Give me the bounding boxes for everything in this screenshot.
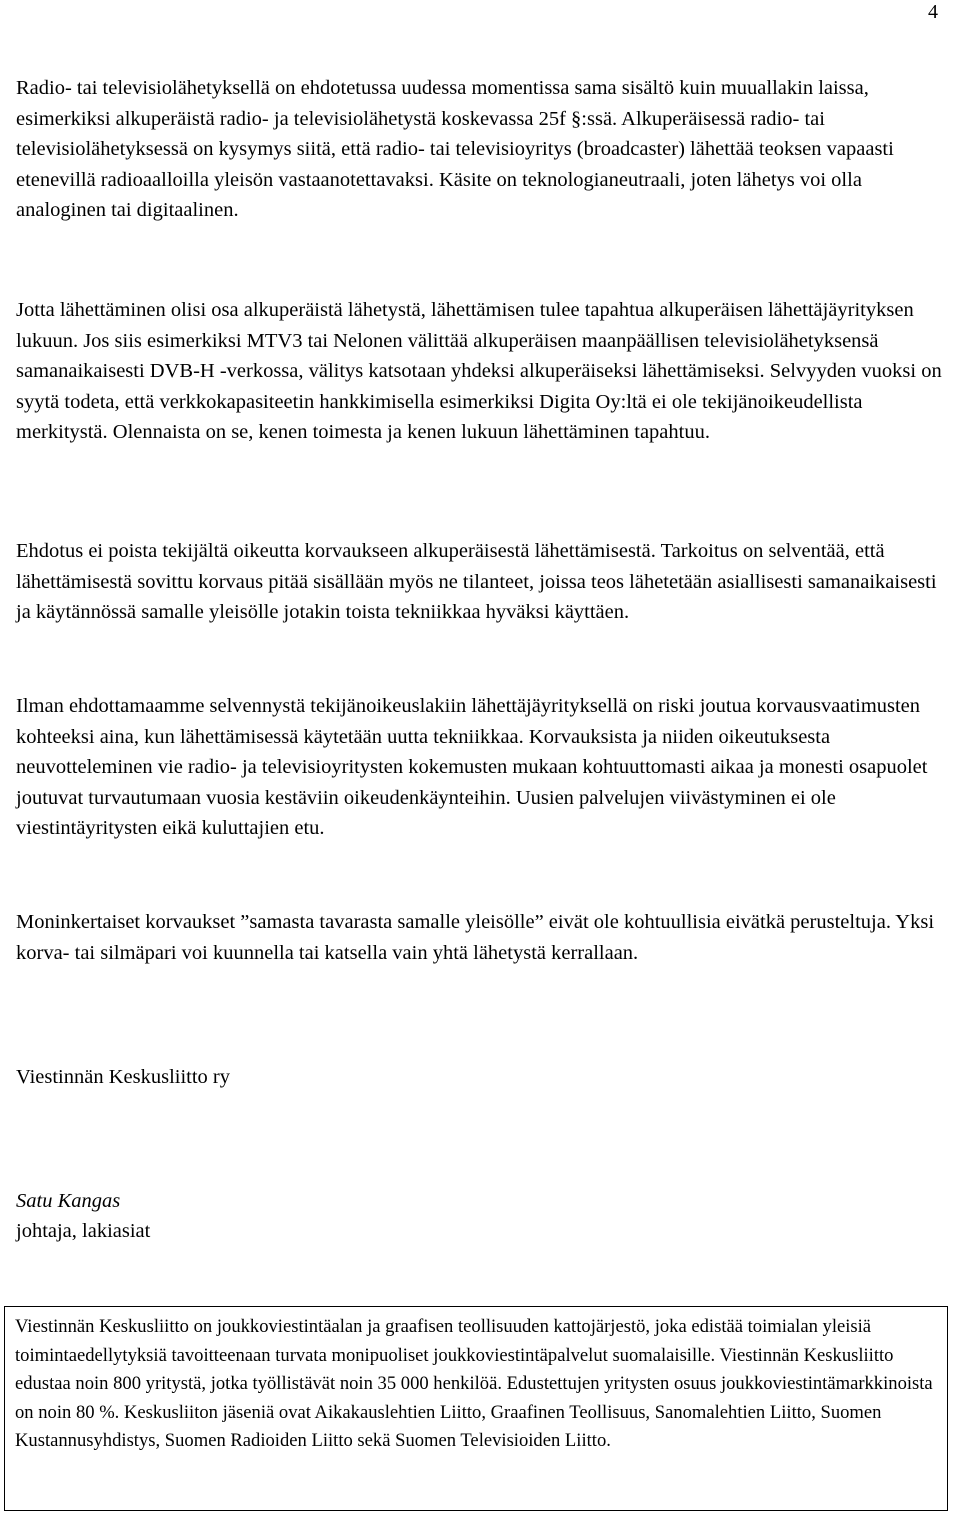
organization-info-text: Viestinnän Keskusliitto on joukkoviestintäalan ja graafisen teollisuuden kattojärjestö, joka edistää toimialan yleisiä toimintaedellytyksiä tavoitteenaan turvata monipuoliset joukkoviestintäpalvelut suomalaisille. Viestinnän Keskusliitto edustaa noin 800 yritystä, jotka työllistävät noin 35 000 henkilöä. Edustettujen yritysten osuus joukkoviestintämarkkinoista on noin 80 %. Keskusliiton jäseniä ovat Aikakauslehtien Liitto, Graafinen Teollisuus, Sanomalehtien Liitto, Suomen Kustannusyhdistys, Suomen Radioiden Liitto sekä Suomen Televisioiden Liitto.: [15, 1316, 933, 1452]
paragraph-multiple-compensation: Moninkertaiset korvaukset ”samasta tavarasta samalle yleisölle” eivät ole kohtuullisia eivätkä perusteltuja. Yksi korva- tai silmäpari voi kuunnella tai katsella vain yhtä lähetystä kerrallaan.: [16, 911, 935, 964]
closing-organization: Viestinnän Keskusliitto ry: [16, 1066, 230, 1088]
paragraph-compensation: Ehdotus ei poista tekijältä oikeutta korvaukseen alkuperäisestä lähettämisestä. Tarkoitus on selventää, että lähettämisestä sovittu korvaus pitää sisällään myös ne tilanteet, joissa teos lähetetään asiallisesti samanaikaisesti ja käytännössä samalle yleisölle jotakin toista tekniikkaa hyväksi käyttäen.: [16, 540, 937, 624]
paragraph-risk: Ilman ehdottamaamme selvennystä tekijänoikeuslakiin lähettäjäyrityksellä on riski joutua korvausvaatimusten kohteeksi aina, kun lähettämisessä käytetään uutta tekniikkaa. Korvauksista ja niiden oikeutuksesta neuvotteleminen vie radio- ja televisioyritysten kokemusten mukaan kohtuuttomasti aikaa ja monesti osapuolet joutuvat turvautumaan vuosia kestäviin oikeudenkäynteihin. Uusien palvelujen viivästyminen ei ole viestintäyritysten eikä kuluttajien etu.: [16, 695, 928, 840]
paragraph-broadcast-definition: Radio- tai televisiolähetyksellä on ehdotetussa uudessa momentissa sama sisältö kuin muuallakin laissa, esimerkiksi alkuperäistä radio- ja televisiolähetystä koskevassa 25f §:ssä. Alkuperäisessä radio- tai televisiolähetyksessä on kysymys siitä, että radio- tai televisioyritys (broadcaster) lähettää teoksen vapaasti etenevillä radioaalloilla yleisön vastaanotettavaksi. Käsite on teknologianeutraali, joten lähetys voi olla analoginen tai digitaalinen.: [16, 77, 894, 222]
paragraph-original-transmission: Jotta lähettäminen olisi osa alkuperäistä lähetystä, lähettämisen tulee tapahtua alkuperäisen lähettäjäyrityksen lukuun. Jos siis esimerkiksi MTV3 tai Nelonen välittää alkuperäisen maanpäällisen televisiolähetyksensä samanaikaisesti DVB-H -verkossa, välitys katsotaan yhdeksi alkuperäiseksi lähettämiseksi. Selvyyden vuoksi on syytä todeta, että verkkokapasiteetin hankkimisella esimerkiksi Digita Oy:ltä ei ole tekijänoikeudellista merkitystä. Olennaista on se, kenen toimesta ja kenen lukuun lähettäminen tapahtuu.: [16, 299, 942, 444]
signature-name: Satu Kangas: [16, 1190, 121, 1212]
page-number: 4: [928, 1, 938, 23]
signature-title: johtaja, lakiasiat: [16, 1220, 151, 1242]
organization-info-box: [4, 1306, 948, 1511]
